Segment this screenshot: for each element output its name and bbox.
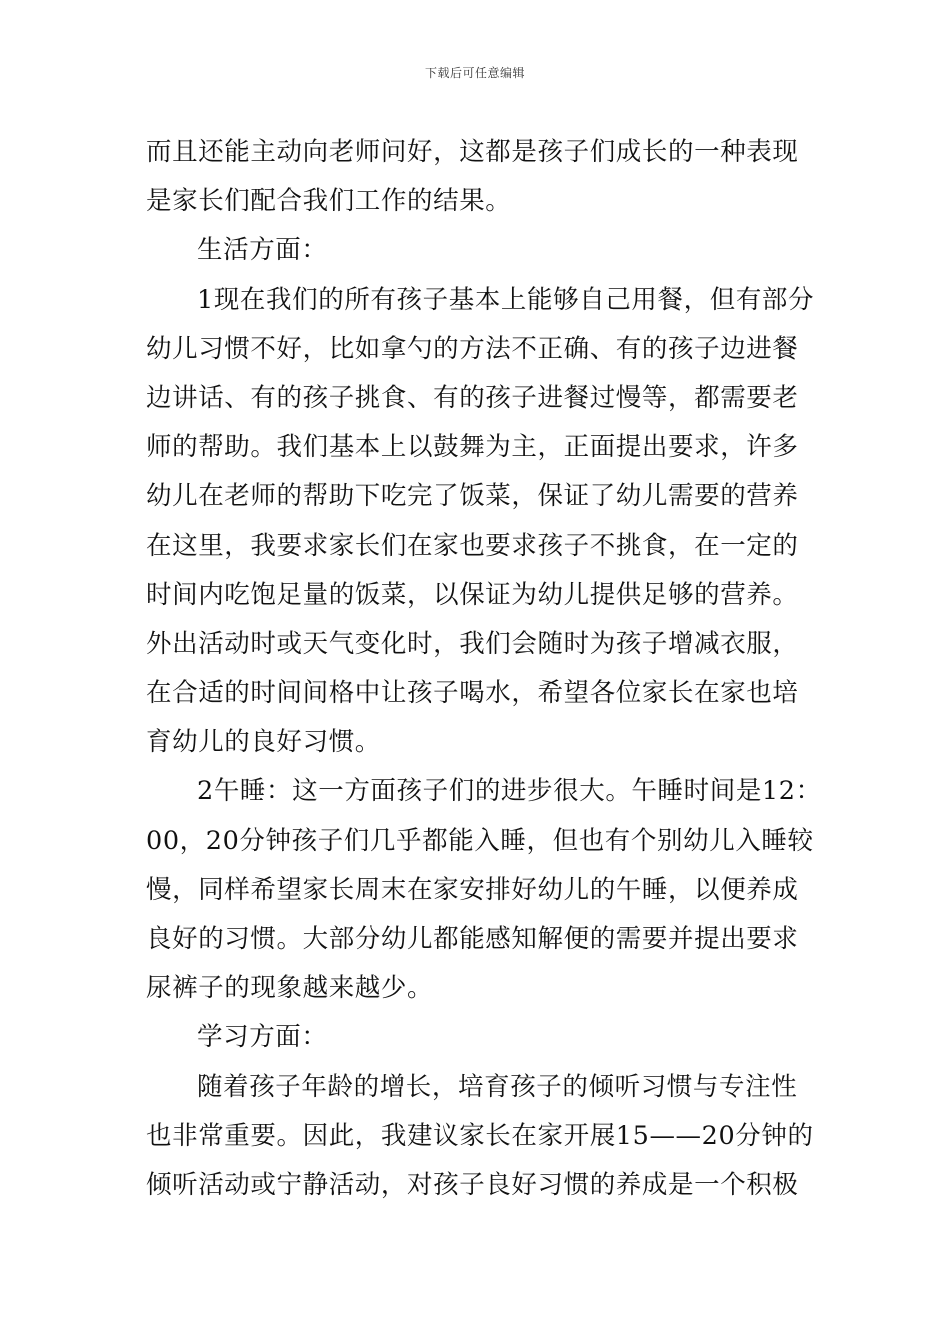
text-line: 也非常重要。因此，我建议家长在家开展15——20分钟的 [146, 1120, 814, 1151]
text-line: 倾听活动或宁静活动，对孩子良好习惯的养成是一个积极 [146, 1169, 799, 1200]
text-line: 育幼儿的良好习惯。 [146, 727, 381, 758]
text-line: 学习方面： [197, 1022, 328, 1053]
text-line: 在合适的时间间格中让孩子喝水，希望各位家长在家也培 [146, 678, 799, 709]
text-line: 1现在我们的所有孩子基本上能够自己用餐，但有部分 [197, 284, 815, 315]
text-line: 慢，同样希望家长周末在家安排好幼儿的午睡，以便养成 [146, 874, 799, 905]
document-body [146, 128, 822, 1210]
text-line: 而且还能主动向老师问好，这都是孩子们成长的一种表现 [146, 137, 799, 167]
page-header: 下载后可任意编辑 [424, 66, 525, 80]
text-line: 幼儿习惯不好，比如拿勺的方法不正确、有的孩子边进餐 [146, 333, 799, 364]
text-line: 师的帮助。我们基本上以鼓舞为主，正面提出要求，许多 [146, 432, 799, 463]
text-line: 随着孩子年龄的增长，培育孩子的倾听习惯与专注性 [197, 1071, 798, 1102]
text-line: 在这里，我要求家长们在家也要求孩子不挑食，在一定的 [146, 530, 799, 561]
text-line: 是家长们配合我们工作的结果。 [146, 186, 512, 217]
text-line: 幼儿在老师的帮助下吃完了饭菜，保证了幼儿需要的营养 [146, 481, 799, 512]
text-line: 尿裤子的现象越来越少。 [146, 973, 434, 1004]
text-line: 00，20分钟孩子们几乎都能入睡，但也有个别幼儿入睡较 [146, 825, 814, 856]
text-line: 2午睡：这一方面孩子们的进步很大。午睡时间是12： [197, 776, 822, 807]
text-line: 边讲话、有的孩子挑食、有的孩子进餐过慢等，都需要老 [146, 382, 799, 413]
text-line: 时间内吃饱足量的饭菜，以保证为幼儿提供足够的营养。 [146, 579, 799, 610]
text-line: 生活方面： [197, 235, 328, 266]
text-line: 良好的习惯。大部分幼儿都能感知解便的需要并提出要求 [146, 924, 799, 954]
text-line: 外出活动时或天气变化时，我们会随时为孩子增减衣服， [146, 628, 799, 659]
